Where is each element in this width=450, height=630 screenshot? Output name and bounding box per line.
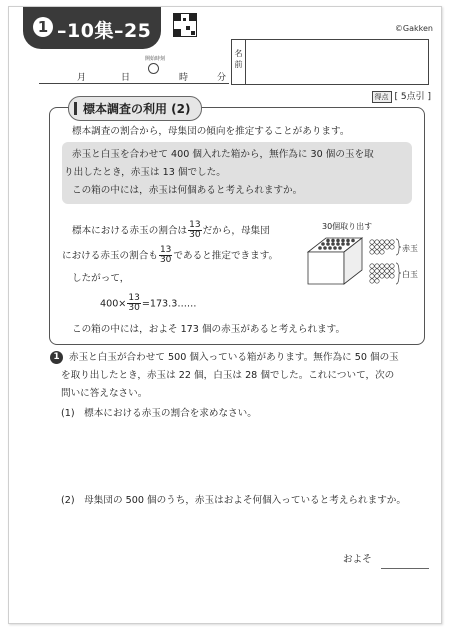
example-title: 標本調査の利用 (2) xyxy=(68,96,202,121)
solution-conclusion: この箱の中には，およそ 173 個の赤玉があると考えられます。 xyxy=(72,324,346,335)
question-line: 問いに答えなさい。 xyxy=(61,388,148,399)
name-label: 名前 xyxy=(232,40,246,84)
hour-label: 時 xyxy=(179,73,189,83)
problem-line: 赤玉と白玉を合わせて 400 個入れた箱から，無作為に 30 個の玉を取 xyxy=(72,149,374,160)
clock-label: 開始時刻 xyxy=(145,56,166,62)
unit-header-tab xyxy=(23,7,161,49)
fraction-13-30: $\frac{13}{30}$ xyxy=(128,293,140,313)
score-text: [ 5点引 ] xyxy=(394,92,431,102)
copyright: ©Gakken xyxy=(394,24,433,33)
date-time-line xyxy=(39,69,229,84)
solution-line-2: における赤玉の割合も $\frac{13}{30}$ であると推定できます。 xyxy=(62,245,279,265)
example-box xyxy=(49,102,425,345)
solution-line-1: 標本における赤玉の割合は $\frac{13}{30}$ だから，母集団 xyxy=(72,220,270,240)
red-ball-label: 赤玉 xyxy=(402,244,418,253)
question-number-badge: 1 xyxy=(50,351,63,364)
answer-blank[interactable] xyxy=(381,568,429,569)
clock-icon xyxy=(148,63,159,74)
minute-label: 分 xyxy=(217,73,227,83)
unit-number-badge: 1 xyxy=(33,17,53,37)
unit-code: –10集–25 xyxy=(57,20,152,42)
question-line: 赤玉と白玉が合わせて 500 個入っている箱があります。無作為に 50 個の玉 xyxy=(69,352,399,363)
fraction-13-30: $\frac{13}{30}$ xyxy=(189,220,201,240)
month-label: 月 xyxy=(77,73,87,83)
solution-calculation: 400× $\frac{13}{30}$ =173.3…… xyxy=(100,293,197,313)
example-intro: 標本調査の割合から，母集団の傾向を推定することがあります。 xyxy=(72,126,350,137)
figure-caption: 30個取り出す xyxy=(322,222,373,231)
sampling-box-figure xyxy=(306,232,416,292)
fraction-13-30: $\frac{13}{30}$ xyxy=(159,245,172,265)
question-line: を取り出したとき，赤玉は 22 個，白玉は 28 個でした。これについて，次の xyxy=(61,370,395,381)
answer-prefix: およそ xyxy=(343,554,372,565)
white-ball-label: 白玉 xyxy=(402,270,418,279)
score-indicator xyxy=(372,89,431,103)
worksheet-page xyxy=(8,6,442,624)
score-badge: 得点 xyxy=(372,91,392,103)
sub-question-2: (2) 母集団の 500 個のうち，赤玉はおよそ何個入っていると考えられますか。 xyxy=(61,495,406,506)
problem-line: この箱の中には，赤玉は何個あると考えられますか。 xyxy=(72,185,303,196)
example-problem-panel xyxy=(62,142,412,204)
name-field[interactable] xyxy=(231,39,429,85)
solution-therefore: したがって， xyxy=(72,273,130,284)
sub-question-1: (1) 標本における赤玉の割合を求めなさい。 xyxy=(61,408,257,419)
qr-code-icon xyxy=(173,13,197,37)
day-label: 日 xyxy=(121,73,131,83)
problem-line: り出したとき，赤玉は 13 個でした。 xyxy=(64,167,226,178)
